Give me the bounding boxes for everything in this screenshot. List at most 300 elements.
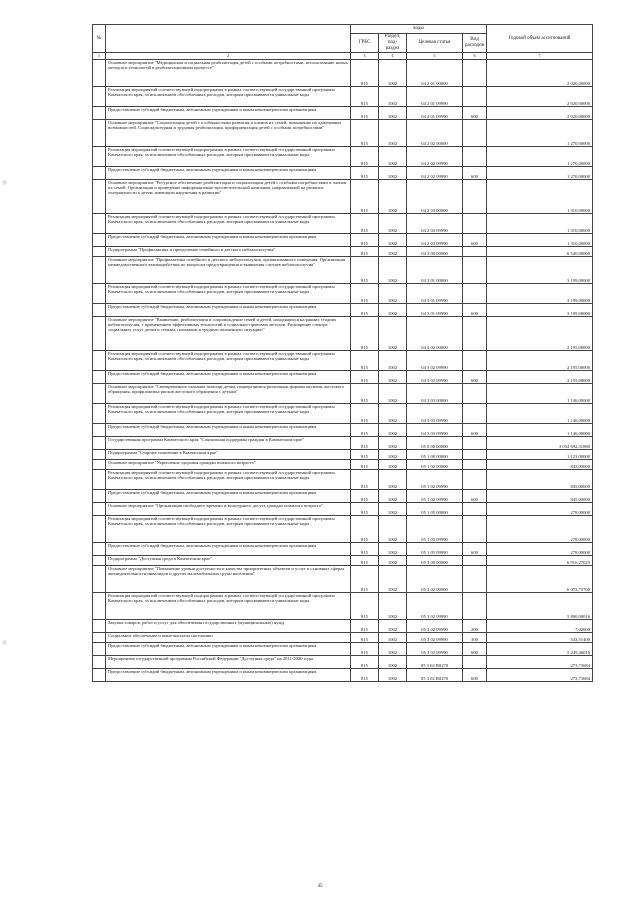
cell-target: 04 2 02 00000 bbox=[407, 120, 463, 147]
cell-target: 05 1 05 09990 bbox=[407, 516, 463, 543]
cell-num bbox=[93, 437, 106, 450]
cell-grbs: 815 bbox=[351, 656, 379, 669]
cell-grbs: 815 bbox=[351, 180, 379, 214]
cell-amount: 2 020,00000 bbox=[487, 60, 593, 87]
cell-type bbox=[463, 460, 487, 470]
cell-amount: 278,00000 bbox=[487, 503, 593, 516]
cell-target: 04 3 01 00000 bbox=[407, 257, 463, 284]
cell-section: 1002 bbox=[379, 371, 407, 384]
cell-target: 05 3 02 09990 bbox=[407, 620, 463, 633]
cell-num bbox=[93, 234, 106, 247]
cell-section: 1002 bbox=[379, 317, 407, 351]
cell-num bbox=[93, 257, 106, 284]
cell-type: 600 bbox=[463, 167, 487, 180]
cell-type: 600 bbox=[463, 669, 487, 682]
cell-grbs: 815 bbox=[351, 87, 379, 107]
cell-target: 04 2 01 09990 bbox=[407, 107, 463, 120]
cell-amount: 6 916,27025 bbox=[487, 556, 593, 566]
cell-name: Государственная программа Камчатского края "Социальная поддержка граждан в Камчатском крае" bbox=[106, 437, 351, 450]
table-row bbox=[93, 460, 593, 470]
cell-type bbox=[463, 450, 487, 460]
cell-target: 04 2 03 09990 bbox=[407, 214, 463, 234]
cell-grbs: 815 bbox=[351, 60, 379, 87]
cell-name: Закупка товаров, работ и услуг для обеспечения государственных (муниципальных) нужд bbox=[106, 620, 351, 633]
cell-name: Реализация мероприятий соответствующей подпрограммы в рамках соответствующей государственной программы Камчатского края, за исключением обособленных расходов, которым присваиваются уникальные коды bbox=[106, 284, 351, 304]
cell-type: 300 bbox=[463, 633, 487, 643]
table-row bbox=[93, 424, 593, 437]
cell-target: 05 3 02 09990 bbox=[407, 633, 463, 643]
cell-grbs: 815 bbox=[351, 371, 379, 384]
cell-section: 1002 bbox=[379, 180, 407, 214]
cell-type bbox=[463, 404, 487, 424]
cell-section: 1002 bbox=[379, 167, 407, 180]
table-row bbox=[93, 437, 593, 450]
cell-grbs: 815 bbox=[351, 424, 379, 437]
cell-section: 1002 bbox=[379, 460, 407, 470]
cell-amount: 1 310,00000 bbox=[487, 234, 593, 247]
cell-type bbox=[463, 593, 487, 620]
cell-name: Предоставление субсидий бюджетным, автономным учреждениям и иным некоммерческим организациям bbox=[106, 304, 351, 317]
cell-amount: 845,00000 bbox=[487, 490, 593, 503]
cell-grbs: 815 bbox=[351, 633, 379, 643]
cell-grbs: 815 bbox=[351, 503, 379, 516]
header-grbs: ГРБС bbox=[351, 34, 379, 53]
cell-amount: 278,00000 bbox=[487, 516, 593, 543]
cell-amount: 1 123,00000 bbox=[487, 450, 593, 460]
cell-type: 600 bbox=[463, 490, 487, 503]
cell-num bbox=[93, 633, 106, 643]
cell-type bbox=[463, 317, 487, 351]
cell-num bbox=[93, 503, 106, 516]
cell-amount: 2 195,00000 bbox=[487, 351, 593, 371]
cell-section: 1002 bbox=[379, 516, 407, 543]
cell-amount: 273,73684 bbox=[487, 656, 593, 669]
table-row bbox=[93, 543, 593, 556]
cell-num bbox=[93, 656, 106, 669]
cell-amount: 1 146,00000 bbox=[487, 384, 593, 404]
cell-target: 04 2 02 09990 bbox=[407, 147, 463, 167]
header-type: Вид расходов bbox=[463, 34, 487, 53]
cell-type bbox=[463, 247, 487, 257]
cell-grbs: 815 bbox=[351, 543, 379, 556]
cell-target: 05 3 02 09990 bbox=[407, 593, 463, 620]
cell-num bbox=[93, 120, 106, 147]
cell-target: 04 2 03 00000 bbox=[407, 180, 463, 214]
table-row bbox=[93, 566, 593, 593]
cell-section: 1002 bbox=[379, 437, 407, 450]
cell-name: Предоставление субсидий бюджетным, автономным учреждениям и иным некоммерческим организациям bbox=[106, 669, 351, 682]
cell-type bbox=[463, 87, 487, 107]
cell-section: 1002 bbox=[379, 284, 407, 304]
cell-type: 200 bbox=[463, 620, 487, 633]
table-row bbox=[93, 107, 593, 120]
cell-grbs: 815 bbox=[351, 566, 379, 593]
cell-section: 1002 bbox=[379, 60, 407, 87]
cell-section: 1002 bbox=[379, 543, 407, 556]
cell-amount: 845,00000 bbox=[487, 470, 593, 490]
appropriations-table bbox=[92, 24, 593, 682]
table-row bbox=[93, 633, 593, 643]
cell-section: 1002 bbox=[379, 490, 407, 503]
cell-num bbox=[93, 593, 106, 620]
appropriations-sheet bbox=[92, 24, 592, 682]
cell-name: Предоставление субсидий бюджетным, автономным учреждениям и иным некоммерческим организациям bbox=[106, 424, 351, 437]
cell-target: 04 3 03 09990 bbox=[407, 404, 463, 424]
table-row bbox=[93, 351, 593, 371]
cell-amount: 2 195,00000 bbox=[487, 371, 593, 384]
table-row bbox=[93, 656, 593, 669]
table-row bbox=[93, 60, 593, 87]
cell-type bbox=[463, 351, 487, 371]
cell-amount: 2 020,00000 bbox=[487, 107, 593, 120]
cell-type bbox=[463, 384, 487, 404]
cell-amount: 2 020,00000 bbox=[487, 87, 593, 107]
table-row bbox=[93, 620, 593, 633]
cell-num bbox=[93, 284, 106, 304]
cell-num bbox=[93, 643, 106, 656]
cell-num bbox=[93, 87, 106, 107]
header-name bbox=[106, 25, 351, 53]
cell-target: 04 3 03 00000 bbox=[407, 384, 463, 404]
page-number: 45 bbox=[317, 884, 323, 889]
cell-amount: 6 073,75700 bbox=[487, 566, 593, 593]
column-number: 2 bbox=[106, 53, 351, 60]
cell-grbs: 815 bbox=[351, 247, 379, 257]
cell-type bbox=[463, 516, 487, 543]
cell-section: 1002 bbox=[379, 470, 407, 490]
cell-target: 05 1 02 09990 bbox=[407, 470, 463, 490]
column-number: 3 bbox=[351, 53, 379, 60]
cell-section: 1002 bbox=[379, 556, 407, 566]
cell-num bbox=[93, 384, 106, 404]
cell-target: 04 3 02 00000 bbox=[407, 317, 463, 351]
cell-name: Реализация мероприятий соответствующей подпрограммы в рамках соответствующей государственной программы Камчатского края, за исключением обособленных расходов, которым присваиваются уникальные коды bbox=[106, 470, 351, 490]
header-num: № bbox=[93, 25, 106, 53]
cell-amount: 273,73684 bbox=[487, 669, 593, 682]
table-row bbox=[93, 371, 593, 384]
cell-target: 04 2 03 09990 bbox=[407, 234, 463, 247]
cell-type bbox=[463, 566, 487, 593]
cell-type: 600 bbox=[463, 304, 487, 317]
cell-amount: 845,00000 bbox=[487, 460, 593, 470]
cell-grbs: 815 bbox=[351, 384, 379, 404]
cell-section: 1002 bbox=[379, 566, 407, 593]
cell-grbs: 815 bbox=[351, 107, 379, 120]
cell-name: Предоставление субсидий бюджетным, автономным учреждениям и иным некоммерческим организациям bbox=[106, 643, 351, 656]
cell-amount: 1 310,00000 bbox=[487, 180, 593, 214]
cell-grbs: 815 bbox=[351, 556, 379, 566]
column-number: 6 bbox=[463, 53, 487, 60]
cell-amount: 3 054 692,31880 bbox=[487, 437, 593, 450]
cell-amount: 1 270,00000 bbox=[487, 147, 593, 167]
column-number: 1 bbox=[93, 53, 106, 60]
cell-num bbox=[93, 180, 106, 214]
table-row bbox=[93, 87, 593, 107]
cell-target: 04 2 01 09990 bbox=[407, 87, 463, 107]
cell-section: 1002 bbox=[379, 669, 407, 682]
cell-target: 05 3 02 09990 bbox=[407, 643, 463, 656]
cell-type bbox=[463, 180, 487, 214]
cell-type: 600 bbox=[463, 371, 487, 384]
cell-amount: 6 540,00000 bbox=[487, 247, 593, 257]
cell-type bbox=[463, 503, 487, 516]
cell-target: 05 3 00 00000 bbox=[407, 556, 463, 566]
cell-num bbox=[93, 566, 106, 593]
cell-target: 04 3 00 00000 bbox=[407, 247, 463, 257]
cell-target: 05 1 02 00000 bbox=[407, 460, 463, 470]
cell-num bbox=[93, 620, 106, 633]
cell-num bbox=[93, 543, 106, 556]
cell-grbs: 815 bbox=[351, 257, 379, 284]
cell-type bbox=[463, 470, 487, 490]
table-row bbox=[93, 120, 593, 147]
cell-target: 05 1 05 09990 bbox=[407, 543, 463, 556]
cell-num bbox=[93, 450, 106, 460]
cell-grbs: 815 bbox=[351, 120, 379, 147]
table-row bbox=[93, 516, 593, 543]
cell-section: 1002 bbox=[379, 107, 407, 120]
table-row bbox=[93, 384, 593, 404]
cell-section: 1002 bbox=[379, 384, 407, 404]
table-row bbox=[93, 167, 593, 180]
cell-num bbox=[93, 424, 106, 437]
cell-name: Подпрограмма "Старшее поколение в Камчатском крае" bbox=[106, 450, 351, 460]
cell-num bbox=[93, 247, 106, 257]
cell-name: Основное мероприятие "Профилактика семейного и детского неблагополучия, организованного поведения. Организация межведомственного взаимодействия по вопросам предотвращения и выявления случаев неблагополучия" bbox=[106, 257, 351, 284]
cell-section: 1002 bbox=[379, 257, 407, 284]
cell-section: 1002 bbox=[379, 351, 407, 371]
cell-name: Основное мероприятие "Повышение уровня доступности и качества приоритетных объектов и услуг в основных сферах жизнедеятельности инвалидов и других маломобильных групп населения" bbox=[106, 566, 351, 593]
cell-num bbox=[93, 490, 106, 503]
table-row bbox=[93, 503, 593, 516]
cell-type bbox=[463, 437, 487, 450]
column-number-row bbox=[93, 53, 593, 60]
cell-amount: 1 146,00000 bbox=[487, 424, 593, 437]
cell-name: Основное мероприятие "Организация свободного времени и культурного досуга граждан пожилого возраста" bbox=[106, 503, 351, 516]
cell-section: 1002 bbox=[379, 503, 407, 516]
cell-num bbox=[93, 304, 106, 317]
table-row bbox=[93, 147, 593, 167]
cell-amount: 3 199,00000 bbox=[487, 284, 593, 304]
table-row bbox=[93, 234, 593, 247]
table-row bbox=[93, 593, 593, 620]
table-row bbox=[93, 257, 593, 284]
cell-type bbox=[463, 257, 487, 284]
cell-amount: 3 199,00000 bbox=[487, 257, 593, 284]
cell-section: 1002 bbox=[379, 87, 407, 107]
cell-name: Социальное обеспечение и иные выплаты населению bbox=[106, 633, 351, 643]
cell-name: Основное мероприятие "Укрепление здоровья граждан пожилого возраста" bbox=[106, 460, 351, 470]
cell-type: 600 bbox=[463, 107, 487, 120]
table-row bbox=[93, 180, 593, 214]
cell-grbs: 815 bbox=[351, 304, 379, 317]
cell-target: 05 1 02 09990 bbox=[407, 490, 463, 503]
cell-amount: 7,02600 bbox=[487, 620, 593, 633]
cell-name: Предоставление субсидий бюджетным, автономным учреждениям и иным некоммерческим организациям bbox=[106, 490, 351, 503]
punch-hole-bottom bbox=[2, 640, 7, 645]
cell-num bbox=[93, 556, 106, 566]
cell-section: 1002 bbox=[379, 147, 407, 167]
cell-section: 1002 bbox=[379, 214, 407, 234]
cell-target: 05 3 02 00000 bbox=[407, 566, 463, 593]
cell-num bbox=[93, 317, 106, 351]
cell-name: Предоставление субсидий бюджетным, автономным учреждениям и иным некоммерческим организациям bbox=[106, 543, 351, 556]
cell-target: 04 3 01 09990 bbox=[407, 304, 463, 317]
cell-amount: 5 249,46016 bbox=[487, 643, 593, 656]
cell-amount: 3 199,00000 bbox=[487, 304, 593, 317]
cell-name: Предоставление субсидий бюджетным, автономным учреждениям и иным некоммерческим организациям bbox=[106, 371, 351, 384]
cell-name: Предоставление субсидий бюджетным, автономным учреждениям и иным некоммерческим организациям bbox=[106, 167, 351, 180]
table-row bbox=[93, 669, 593, 682]
cell-grbs: 815 bbox=[351, 450, 379, 460]
cell-name: Основное мероприятие "Выявление, реабилитация и сопровождение семей и детей, находящихся на ранних стадиях неблагополучия, с применением эффективных технологий и социально-правовых методов. Расширение спектра социальных услуг детям и семьям, попавшим в трудную жизненную ситуацию" bbox=[106, 317, 351, 351]
cell-name: Подпрограмма "Доступная среда в Камчатском крае" bbox=[106, 556, 351, 566]
cell-grbs: 815 bbox=[351, 460, 379, 470]
cell-amount: 1 270,00000 bbox=[487, 120, 593, 147]
cell-name: Основное мероприятие "Своевременное оказание помощи детям, подвергшимся различным формам насилия, жестокого обращения, профилактика рисков жестокого обращения с детьми" bbox=[106, 384, 351, 404]
cell-grbs: 815 bbox=[351, 620, 379, 633]
cell-num bbox=[93, 214, 106, 234]
header-section: Раздел, под-раздел bbox=[379, 34, 407, 53]
cell-target: 05 0 00 00000 bbox=[407, 437, 463, 450]
cell-num bbox=[93, 351, 106, 371]
cell-name: Реализация мероприятий соответствующей подпрограммы в рамках соответствующей государственной программы Камчатского края, за исключением обособленных расходов, которым присваиваются уникальные коды bbox=[106, 87, 351, 107]
cell-target: 04 3 03 09990 bbox=[407, 424, 463, 437]
table-row bbox=[93, 247, 593, 257]
header-amount: Годовой объем ассигнований bbox=[487, 25, 593, 53]
cell-section: 1002 bbox=[379, 404, 407, 424]
header-target: Целевая статья bbox=[407, 34, 463, 53]
cell-num bbox=[93, 669, 106, 682]
cell-type bbox=[463, 284, 487, 304]
table-row bbox=[93, 284, 593, 304]
cell-name: Реализация мероприятий соответствующей подпрограммы в рамках соответствующей государственной программы Камчатского края, за исключением обособленных расходов, которым присваиваются уникальные коды bbox=[106, 147, 351, 167]
cell-type bbox=[463, 556, 487, 566]
cell-type bbox=[463, 147, 487, 167]
cell-target: 04 3 01 09990 bbox=[407, 284, 463, 304]
cell-grbs: 815 bbox=[351, 317, 379, 351]
cell-amount: 2 195,00000 bbox=[487, 317, 593, 351]
cell-section: 1002 bbox=[379, 304, 407, 317]
table-row bbox=[93, 470, 593, 490]
table-row bbox=[93, 643, 593, 656]
cell-num bbox=[93, 167, 106, 180]
cell-type bbox=[463, 120, 487, 147]
cell-grbs: 815 bbox=[351, 214, 379, 234]
cell-type: 600 bbox=[463, 643, 487, 656]
cell-num bbox=[93, 107, 106, 120]
cell-num bbox=[93, 516, 106, 543]
cell-section: 1002 bbox=[379, 424, 407, 437]
column-number: 5 bbox=[407, 53, 463, 60]
cell-section: 1002 bbox=[379, 247, 407, 257]
cell-num bbox=[93, 60, 106, 87]
cell-grbs: 815 bbox=[351, 593, 379, 620]
cell-section: 1002 bbox=[379, 620, 407, 633]
cell-name: Реализация мероприятий соответствующей подпрограммы в рамках соответствующей государственной программы Камчатского края, за исключением обособленных расходов, которым присваиваются уникальные коды bbox=[106, 593, 351, 620]
cell-type: 600 bbox=[463, 424, 487, 437]
cell-type bbox=[463, 60, 487, 87]
table-row bbox=[93, 556, 593, 566]
cell-type: 600 bbox=[463, 234, 487, 247]
cell-target: 04 3 02 09990 bbox=[407, 351, 463, 371]
table-body bbox=[93, 60, 593, 682]
cell-amount: 1 310,00000 bbox=[487, 214, 593, 234]
cell-grbs: 815 bbox=[351, 669, 379, 682]
cell-amount: 5 800,00016 bbox=[487, 593, 593, 620]
punch-hole-top bbox=[2, 180, 7, 185]
cell-num bbox=[93, 460, 106, 470]
cell-amount: 1 270,00000 bbox=[487, 167, 593, 180]
cell-name: Реализация мероприятий соответствующей подпрограммы в рамках соответствующей государственной программы Камчатского края, за исключением обособленных расходов, которым присваиваются уникальные коды bbox=[106, 404, 351, 424]
table-row bbox=[93, 304, 593, 317]
cell-target: 05 1 05 00000 bbox=[407, 503, 463, 516]
cell-grbs: 815 bbox=[351, 470, 379, 490]
cell-section: 1002 bbox=[379, 656, 407, 669]
cell-section: 1002 bbox=[379, 450, 407, 460]
cell-section: 1002 bbox=[379, 234, 407, 247]
cell-target: 04 2 02 09990 bbox=[407, 167, 463, 180]
cell-section: 1002 bbox=[379, 120, 407, 147]
cell-grbs: 815 bbox=[351, 351, 379, 371]
cell-section: 1002 bbox=[379, 643, 407, 656]
cell-target: 05 3 02 R0270 bbox=[407, 656, 463, 669]
cell-grbs: 815 bbox=[351, 404, 379, 424]
cell-amount: 278,00000 bbox=[487, 543, 593, 556]
cell-target: 04 3 02 09990 bbox=[407, 371, 463, 384]
column-number: 7 bbox=[487, 53, 593, 60]
cell-name: Реализация мероприятий соответствующей подпрограммы в рамках соответствующей государственной программы Камчатского края, за исключением обособленных расходов, которым присваиваются уникальные коды bbox=[106, 214, 351, 234]
cell-name: Основное мероприятие "Социализация детей с особенностями развития и членов их семей, повышение их адаптивных возможностей. Социокультурная и трудовая реабилитация, профориентация детей с особыми потребностями" bbox=[106, 120, 351, 147]
cell-target: 05 3 02 R0270 bbox=[407, 669, 463, 682]
cell-name: Реализация мероприятий соответствующей подпрограммы в рамках соответствующей государственной программы Камчатского края, за исключением обособленных расходов, которым присваиваются уникальные коды bbox=[106, 351, 351, 371]
cell-name: Реализация мероприятий соответствующей подпрограммы в рамках соответствующей государственной программы Камчатского края, за исключением обособленных расходов, которым присваиваются уникальные коды bbox=[106, 516, 351, 543]
cell-name: Основное мероприятие "Ресурсное обеспечение реабилитации и социализации детей с особыми потребностями и членов их семей. Организация и проведение информационно-просветительской кампании, направленной на развитие толерантности к детям, имеющим нарушения в развитии" bbox=[106, 180, 351, 214]
cell-grbs: 815 bbox=[351, 643, 379, 656]
table-row bbox=[93, 450, 593, 460]
cell-name: Предоставление субсидий бюджетным, автономным учреждениям и иным некоммерческим организациям bbox=[106, 107, 351, 120]
cell-grbs: 815 bbox=[351, 147, 379, 167]
cell-grbs: 815 bbox=[351, 490, 379, 503]
column-number: 4 bbox=[379, 53, 407, 60]
cell-type bbox=[463, 656, 487, 669]
table-row bbox=[93, 404, 593, 424]
cell-name: Мероприятия государственной программы Российской Федерации "Доступная среда" на 2011-2020 годы bbox=[106, 656, 351, 669]
table-row bbox=[93, 214, 593, 234]
cell-grbs: 815 bbox=[351, 437, 379, 450]
cell-target: 05 1 00 00000 bbox=[407, 450, 463, 460]
cell-grbs: 815 bbox=[351, 516, 379, 543]
cell-name: Подпрограмма "Профилактика и преодоление семейного и детского неблагополучия" bbox=[106, 247, 351, 257]
cell-amount: 1 146,00000 bbox=[487, 404, 593, 424]
cell-grbs: 815 bbox=[351, 167, 379, 180]
cell-section: 1002 bbox=[379, 633, 407, 643]
cell-num bbox=[93, 147, 106, 167]
cell-num bbox=[93, 371, 106, 384]
cell-num bbox=[93, 470, 106, 490]
cell-amount: 543,51400 bbox=[487, 633, 593, 643]
cell-name: Основное мероприятие "Медицинская и социальная реабилитация детей с особыми потребностями, использование новых методов и технологий в реабилитационном процессе" bbox=[106, 60, 351, 87]
cell-num bbox=[93, 404, 106, 424]
table-row bbox=[93, 490, 593, 503]
table-row bbox=[93, 317, 593, 351]
cell-type bbox=[463, 214, 487, 234]
cell-name: Предоставление субсидий бюджетным, автономным учреждениям и иным некоммерческим организациям bbox=[106, 234, 351, 247]
cell-grbs: 815 bbox=[351, 234, 379, 247]
cell-grbs: 815 bbox=[351, 284, 379, 304]
table-header bbox=[93, 25, 593, 60]
header-codes-group: коды bbox=[351, 25, 487, 34]
